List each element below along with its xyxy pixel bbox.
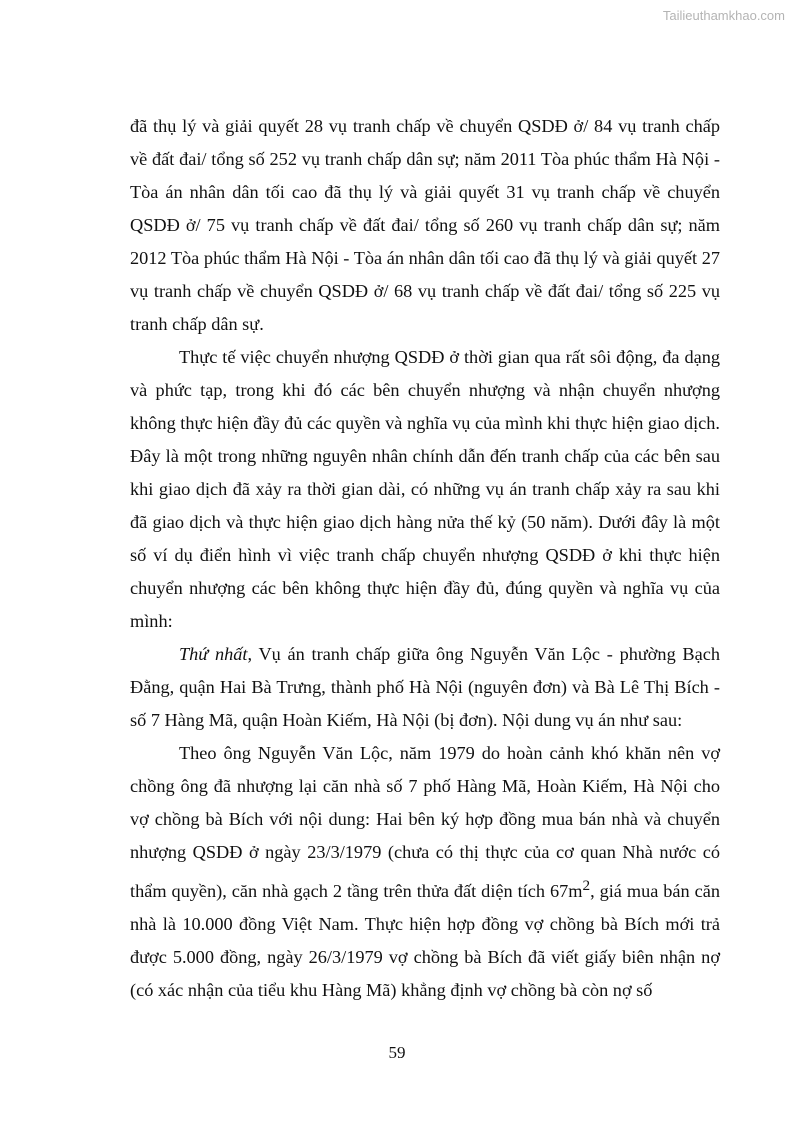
page-body — [130, 110, 720, 1007]
paragraph-case-intro — [130, 638, 720, 737]
paragraph-statistics: đã thụ lý và giải quyết 28 vụ tranh chấp về chuyển QSDĐ ở/ 84 vụ tranh chấp về đất đai/ tổng số 252 vụ tranh chấp dân sự; năm 2011 Tòa phúc thẩm Hà Nội - Tòa án nhân dân tối cao đã thụ lý và giải quyết 31 vụ tranh chấp về chuyển QSDĐ ở/ 75 vụ tranh chấp về đất đai/ tổng số 260 vụ tranh chấp dân sự; năm 2012 Tòa phúc thẩm Hà Nội - Tòa án nhân dân tối cao đã thụ lý và giải quyết 27 vụ tranh chấp về chuyển QSDĐ ở/ 68 vụ tranh chấp về đất đai/ tổng số 225 vụ tranh chấp dân sự. — [130, 116, 720, 334]
paragraph-case-details — [130, 737, 720, 1007]
watermark: Tailieuthamkhao.com — [662, 8, 785, 23]
page-number: 59 — [388, 1043, 406, 1062]
paragraph-context: Thực tế việc chuyển nhượng QSDĐ ở thời gian qua rất sôi động, đa dạng và phức tạp, trong khi đó các bên chuyển nhượng và nhận chuyển nhượng không thực hiện đầy đủ các quyền và nghĩa vụ của mình khi thực hiện giao dịch. Đây là một trong những nguyên nhân chính dẫn đến tranh chấp của các bên sau khi giao dịch đã xảy ra thời gian dài, có những vụ án tranh chấp xảy ra sau khi đã giao dịch và thực hiện giao dịch hàng nửa thế kỷ (50 năm). Dưới đây là một số ví dụ điển hình vì việc tranh chấp chuyển nhượng QSDĐ ở khi thực hiện chuyển nhượng các bên không thực hiện đầy đủ, đúng quyền và nghĩa vụ của mình: — [130, 347, 720, 631]
case-intro-text: , Vụ án tranh chấp giữa ông Nguyễn Văn Lộc - phường Bạch Đằng, quận Hai Bà Trưng, thành phố Hà Nội (nguyên đơn) và Bà Lê Thị Bích - số 7 Hàng Mã, quận Hoàn Kiếm, Hà Nội (bị đơn). Nội dung vụ án như sau: — [130, 644, 720, 730]
case-details-text-b: , giá mua bán căn nhà là 10.000 đồng Việt Nam. Thực hiện hợp đồng vợ chồng bà Bích mới trả được 5.000 đồng, ngày 26/3/1979 vợ chồng bà Bích đã viết giấy biên nhận nợ (có xác nhận của tiểu khu Hàng Mã) khẳng định vợ chồng bà còn nợ số — [130, 881, 720, 1001]
case-details-text-a: Theo ông Nguyễn Văn Lộc, năm 1979 do hoàn cảnh khó khăn nên vợ chồng ông đã nhượng lại căn nhà số 7 phố Hàng Mã, Hoàn Kiếm, Hà Nội cho vợ chồng bà Bích với nội dung: Hai bên ký hợp đồng mua bán nhà và chuyển nhượng QSDĐ ở ngày 23/3/1979 (chưa có thị thực của cơ quan Nhà nước có thẩm quyền), căn nhà gạch 2 tầng trên thửa đất diện tích 67m — [130, 743, 720, 902]
superscript-2: 2 — [582, 877, 591, 894]
case-lead: Thứ nhất — [179, 644, 248, 664]
